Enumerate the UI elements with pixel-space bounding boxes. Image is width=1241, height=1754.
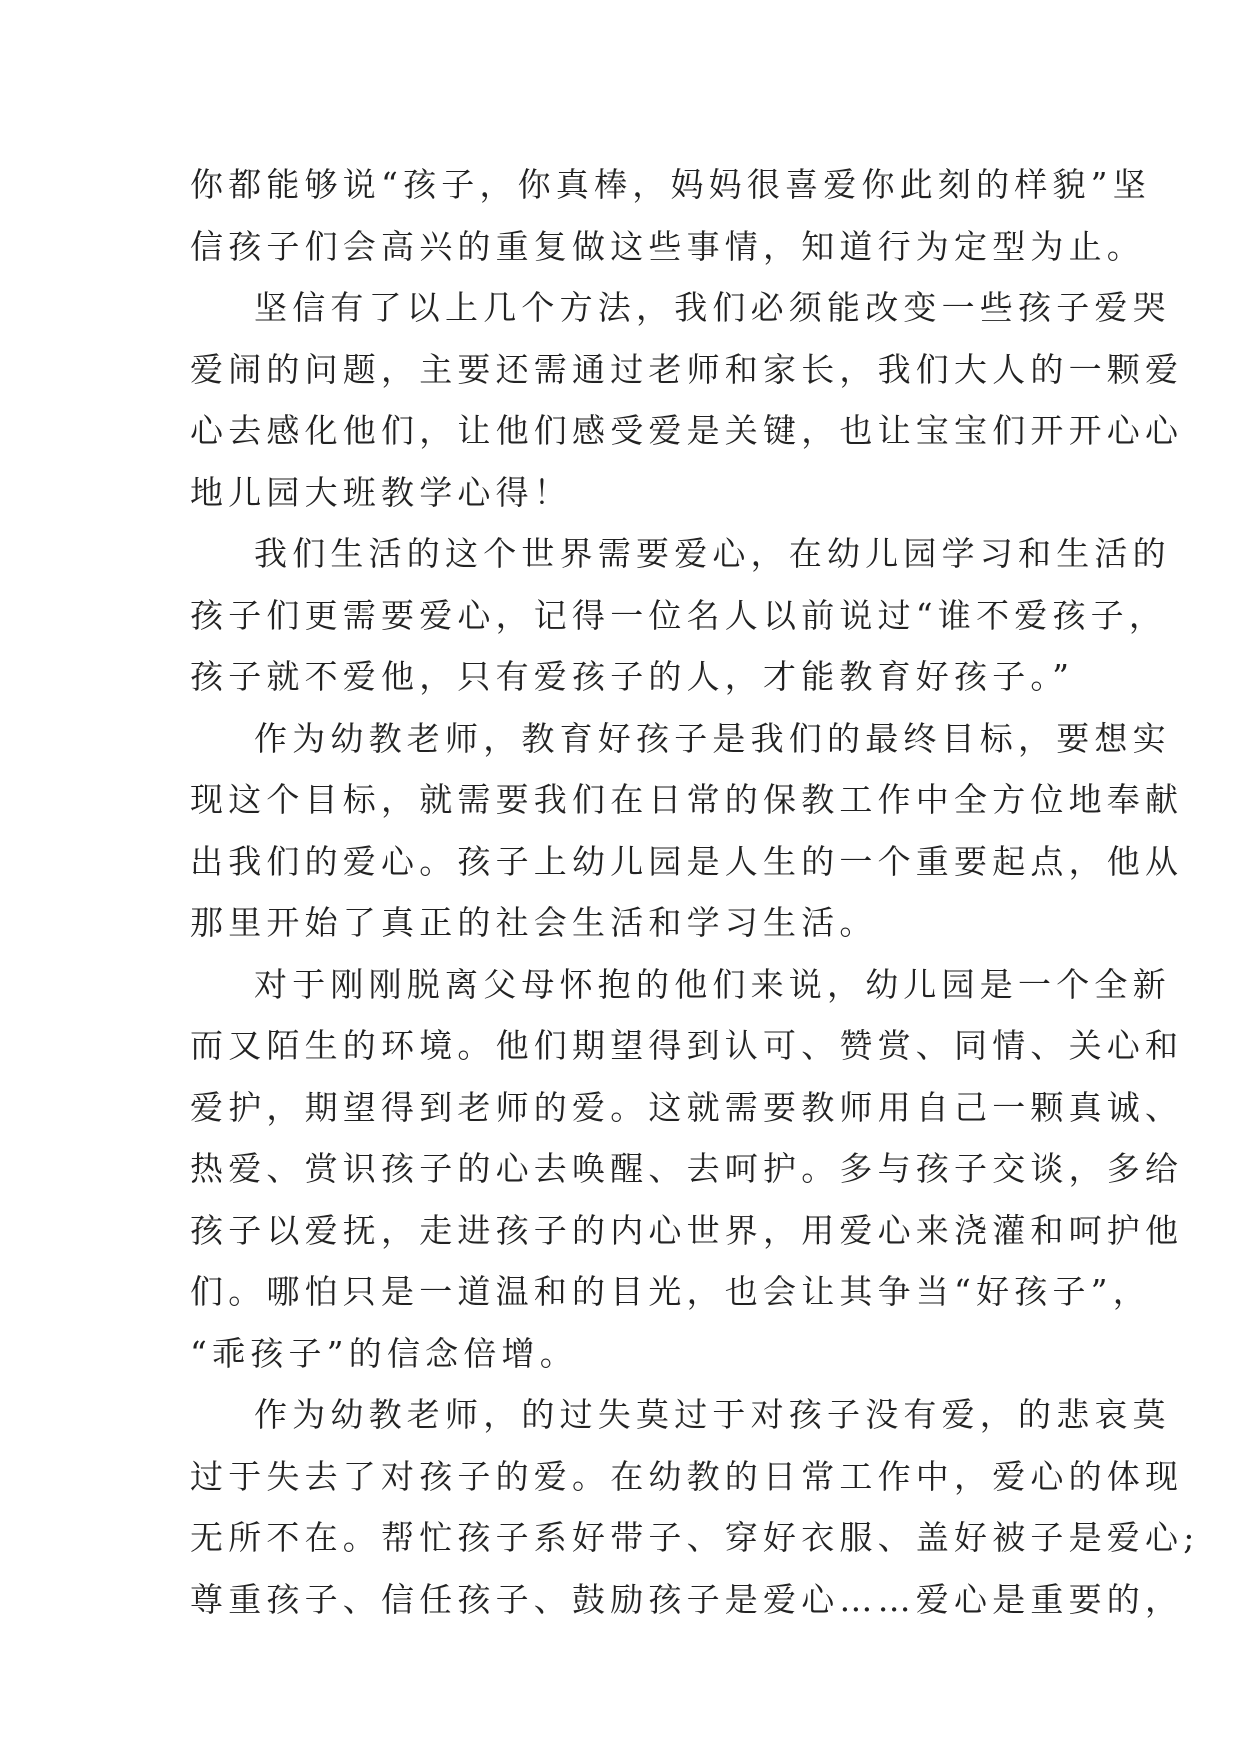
- paragraph-start-line: 作为幼教老师，教育好孩子是我们的最终目标，要想实: [254, 718, 1171, 758]
- paragraph-start-line: 我们生活的这个世界需要爱心，在幼儿园学习和生活的: [254, 534, 1171, 573]
- text-line: “乖孩子”的信念倍增。: [190, 1333, 578, 1373]
- text-line: 孩子们更需要爱心，记得一位名人以前说过“谁不爱孩子，: [190, 595, 1168, 635]
- paragraph-start-line: 坚信有了以上几个方法，我们必须能改变一些孩子爱哭: [254, 288, 1171, 327]
- text-line: 信孩子们会高兴的重复做这些事情，知道行为定型为止。: [190, 226, 1145, 266]
- text-line: 那里开始了真正的社会生活和学习生活。: [190, 903, 878, 942]
- text-line: 尊重孩子、信任孩子、鼓励孩子是爱心……爱心是重要的，: [190, 1579, 1184, 1619]
- text-line: 爱护，期望得到老师的爱。这就需要教师用自己一颗真诚、: [190, 1087, 1184, 1127]
- text-line: 现这个目标，就需要我们在日常的保教工作中全方位地奉献: [190, 780, 1184, 819]
- text-line: 地儿园大班教学心得！: [190, 472, 572, 512]
- text-line: 出我们的爱心。孩子上幼儿园是人生的一个重要起点，他从: [190, 841, 1184, 881]
- text-line: 孩子以爱抚，走进孩子的内心世界，用爱心来浇灌和呵护他: [190, 1210, 1184, 1250]
- text-line: 爱闹的问题，主要还需通过老师和家长，我们大人的一颗爱: [190, 349, 1184, 389]
- text-line: 孩子就不爱他，只有爱孩子的人，才能教育好孩子。”: [190, 657, 1075, 696]
- text-line: 热爱、赏识孩子的心去唤醒、去呵护。多与孩子交谈，多给: [190, 1149, 1184, 1188]
- document-body: [190, 154, 1200, 1630]
- text-line: 无所不在。帮忙孩子系好带子、穿好衣服、盖好被子是爱心;: [190, 1518, 1200, 1557]
- text-line: 而又陌生的环境。他们期望得到认可、赞赏、同情、关心和: [190, 1026, 1184, 1065]
- paragraph-start-line: 对于刚刚脱离父母怀抱的他们来说，幼儿园是一个全新: [254, 964, 1171, 1004]
- text-line: 们。哪怕只是一道温和的目光，也会让其争当“好孩子”，: [190, 1272, 1151, 1311]
- text-line: 心去感化他们，让他们感受爱是关键，也让宝宝们开开心心: [190, 411, 1184, 450]
- text-line: 过于失去了对孩子的爱。在幼教的日常工作中，爱心的体现: [190, 1456, 1184, 1496]
- text-line: 你都能够说“孩子，你真棒，妈妈很喜爱你此刻的样貌”坚: [190, 165, 1151, 204]
- paragraph-start-line: 作为幼教老师，的过失莫过于对孩子没有爱，的悲哀莫: [254, 1395, 1171, 1434]
